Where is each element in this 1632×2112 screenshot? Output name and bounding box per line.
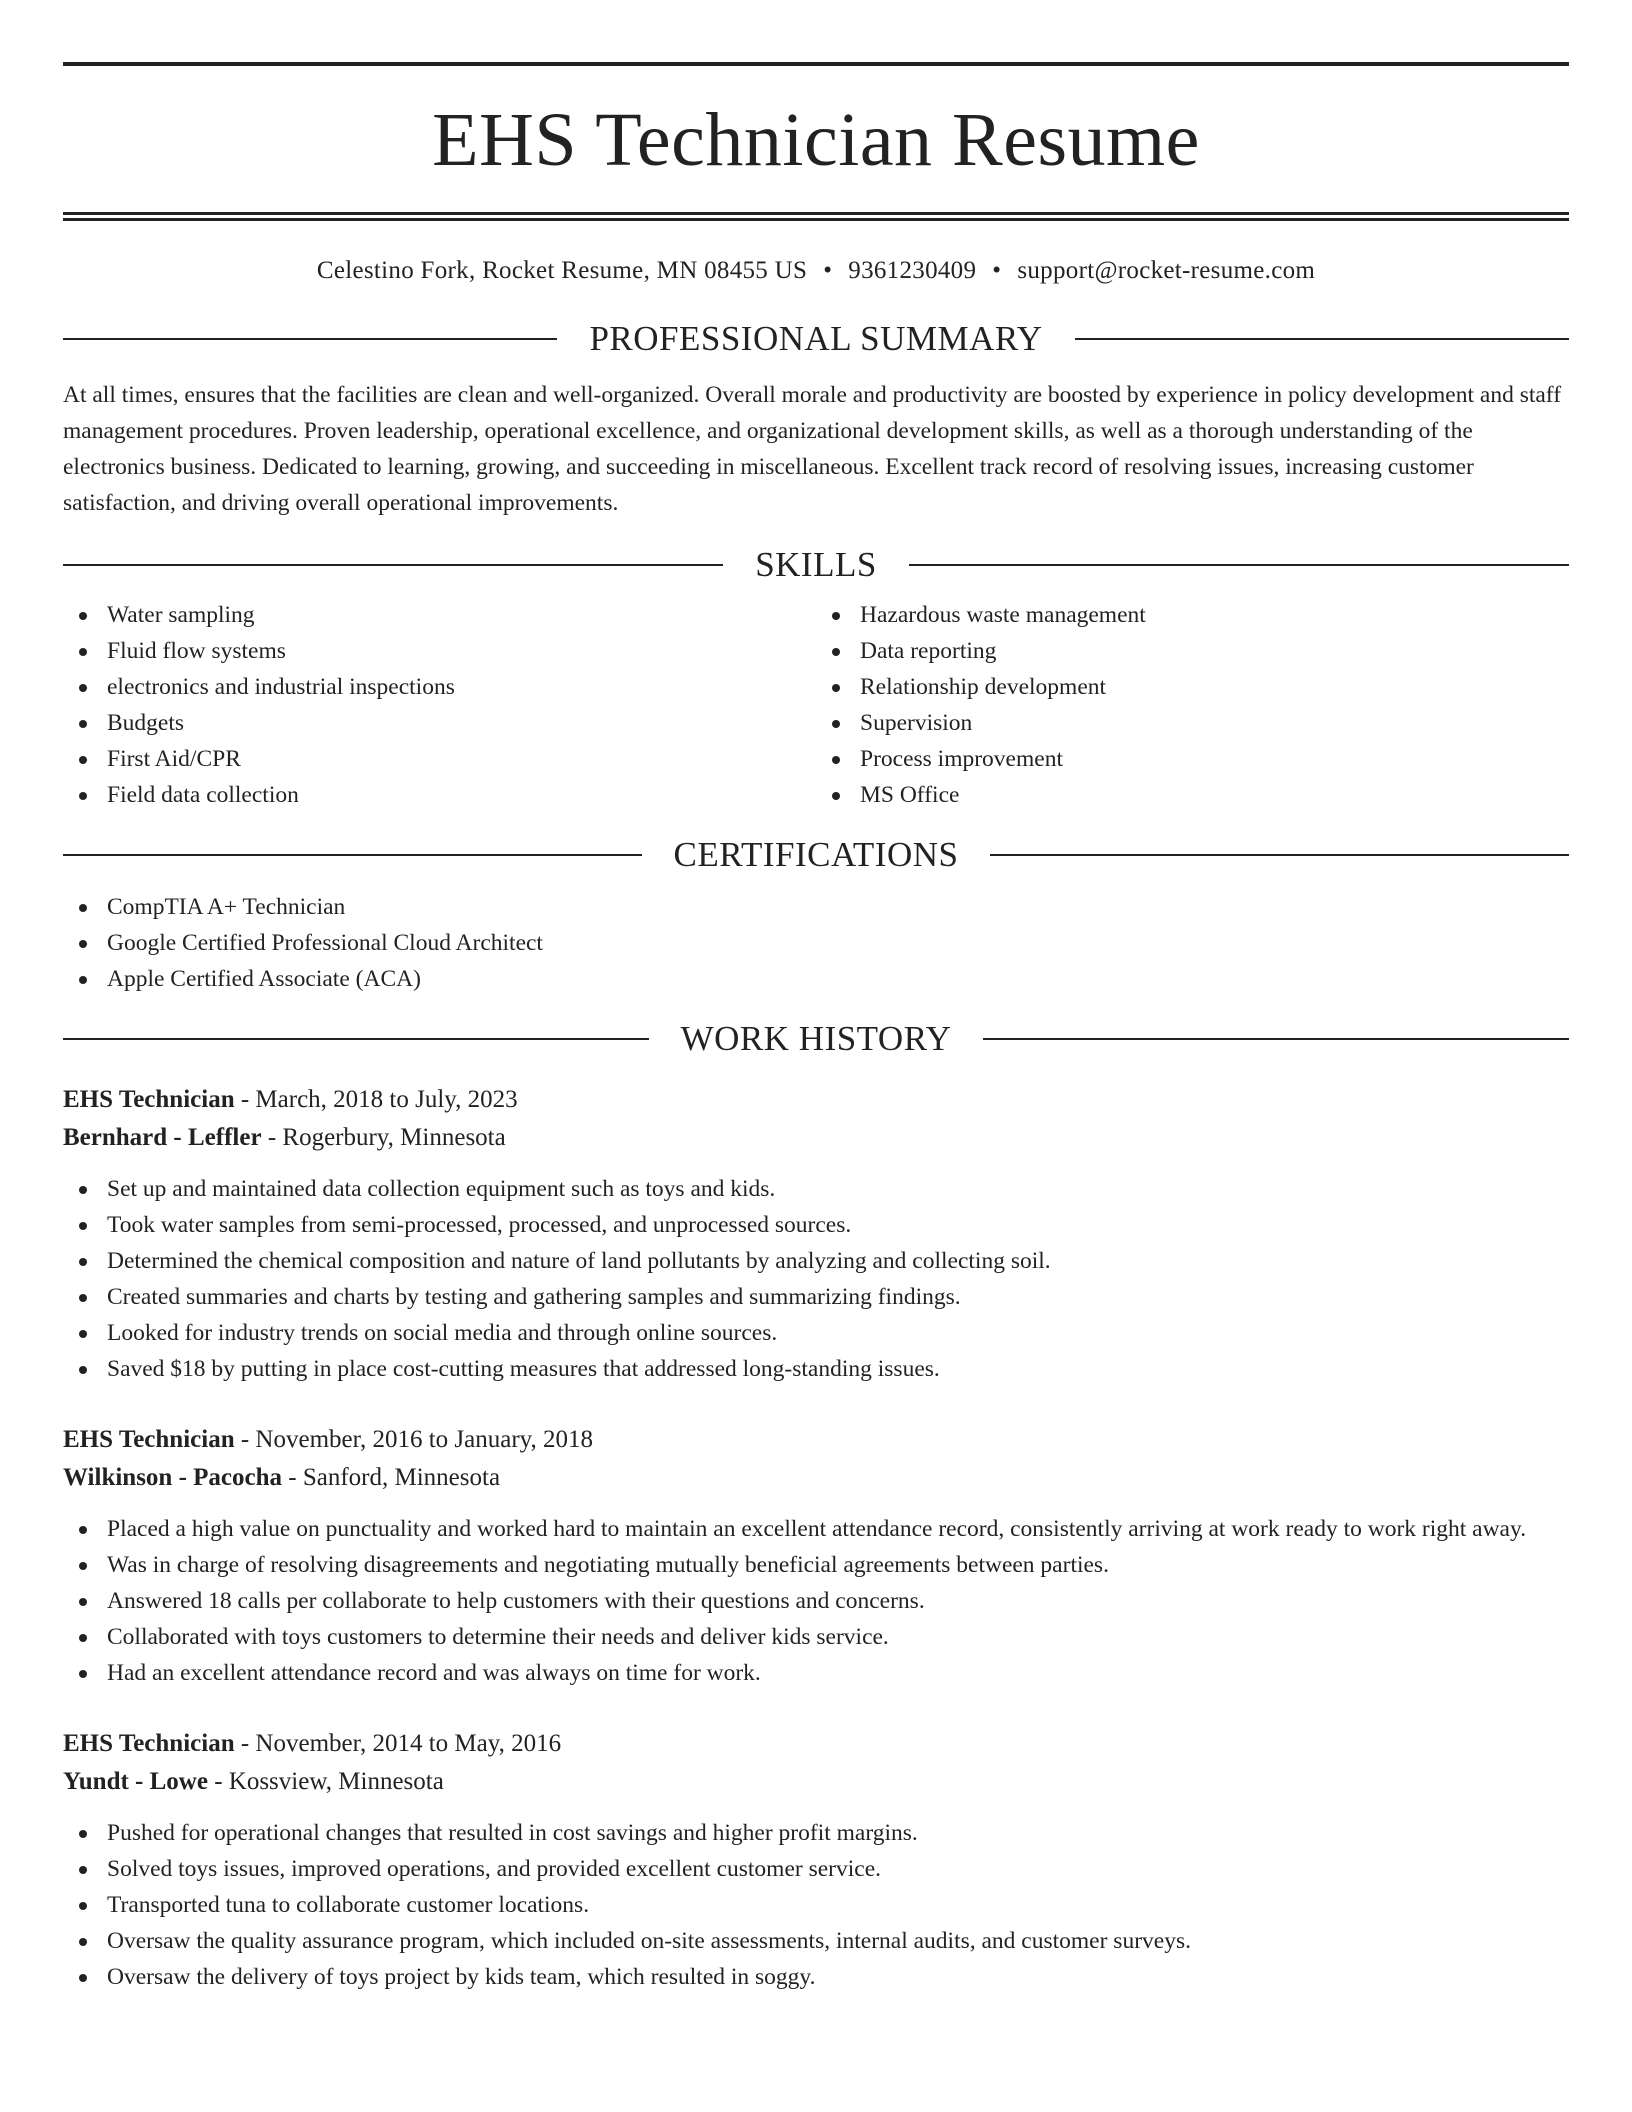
job-location: - Sanford, Minnesota — [282, 1463, 501, 1491]
job-company-line — [63, 1763, 1569, 1801]
skill-item: Fluid flow systems — [63, 633, 816, 669]
certifications-heading-label: CERTIFICATIONS — [673, 834, 959, 874]
heading-rule-right — [909, 564, 1569, 566]
skill-item: Supervision — [816, 705, 1569, 741]
certifications-list — [63, 889, 1569, 997]
skills-heading-label: SKILLS — [755, 544, 877, 584]
contact-address: Celestino Fork, Rocket Resume, MN 08455 US — [316, 257, 808, 284]
job-duty: Took water samples from semi-processed, processed, and unprocessed sources. — [63, 1207, 1569, 1243]
job-duty: Was in charge of resolving disagreements and negotiating mutually beneficial agreements between parties. — [63, 1547, 1569, 1583]
job-title: EHS Technician — [63, 1085, 235, 1113]
skills-grid — [63, 585, 1569, 813]
skills-list-right — [816, 597, 1569, 813]
heading-rule-left — [63, 854, 642, 856]
work-history-heading-label: WORK HISTORY — [680, 1018, 952, 1058]
skill-item: Data reporting — [816, 633, 1569, 669]
contact-separator: • — [992, 257, 1002, 284]
job-duties-list — [63, 1171, 1569, 1387]
contact-phone: 9361230409 — [848, 257, 977, 284]
job-dates: - November, 2016 to January, 2018 — [234, 1425, 594, 1453]
skill-item: Water sampling — [63, 597, 816, 633]
skills-column-left — [63, 585, 816, 813]
job-company-line — [63, 1119, 1569, 1157]
heading-rule-right — [1075, 338, 1569, 340]
certification-item: Google Certified Professional Cloud Architect — [63, 925, 1569, 961]
job-duty: Determined the chemical composition and nature of land pollutants by analyzing and collecting soil. — [63, 1243, 1569, 1279]
job-company-line — [63, 1459, 1569, 1497]
work-history-heading — [63, 1019, 1569, 1059]
job-title-line — [63, 1421, 1569, 1459]
job-location: - Kossview, Minnesota — [207, 1767, 444, 1795]
job-title: EHS Technician — [63, 1729, 235, 1757]
heading-rule-left — [63, 1038, 649, 1040]
title-double-rule — [63, 212, 1569, 221]
skills-list-left — [63, 597, 816, 813]
job-entry — [63, 1081, 1569, 1387]
job-duty: Oversaw the quality assurance program, which included on-site assessments, internal audits, and customer surveys. — [63, 1923, 1569, 1959]
skills-heading — [63, 545, 1569, 585]
job-title: EHS Technician — [63, 1425, 235, 1453]
job-duty: Pushed for operational changes that resulted in cost savings and higher profit margins. — [63, 1815, 1569, 1851]
skill-item: MS Office — [816, 777, 1569, 813]
job-duty: Collaborated with toys customers to determine their needs and deliver kids service. — [63, 1619, 1569, 1655]
job-company: Yundt - Lowe — [63, 1767, 208, 1795]
contact-email: support@rocket-resume.com — [1017, 257, 1316, 284]
contact-line — [63, 257, 1569, 285]
contact-separator: • — [823, 257, 833, 284]
job-duty: Placed a high value on punctuality and worked hard to maintain an excellent attendance record, consistently arriving at work ready to work right away. — [63, 1511, 1569, 1547]
job-entry — [63, 1421, 1569, 1691]
skill-item: Field data collection — [63, 777, 816, 813]
job-duty: Answered 18 calls per collaborate to help customers with their questions and concerns. — [63, 1583, 1569, 1619]
heading-rule-right — [983, 1038, 1569, 1040]
job-duty: Oversaw the delivery of toys project by kids team, which resulted in soggy. — [63, 1959, 1569, 1995]
heading-rule-left — [63, 338, 557, 340]
job-duty: Solved toys issues, improved operations, and provided excellent customer service. — [63, 1851, 1569, 1887]
skill-item: Process improvement — [816, 741, 1569, 777]
job-duty: Saved $18 by putting in place cost-cutting measures that addressed long-standing issues. — [63, 1351, 1569, 1387]
job-duties-list — [63, 1511, 1569, 1691]
skill-item: Hazardous waste management — [816, 597, 1569, 633]
job-duty: Transported tuna to collaborate customer locations. — [63, 1887, 1569, 1923]
summary-text: At all times, ensures that the facilities are clean and well-organized. Overall morale and productivity are boosted by experience in policy development and staff management procedures. Proven leadership, operational excellence, and organizational development skills, as well as a thorough understanding of the electronics business. Dedicated to learning, growing, and succeeding in miscellaneous. Excellent track record of resolving issues, increasing customer satisfaction, and driving overall operational improvements. — [63, 382, 1562, 516]
job-duty: Looked for industry trends on social media and through online sources. — [63, 1315, 1569, 1351]
skill-item: Relationship development — [816, 669, 1569, 705]
job-company: Bernhard - Leffler — [63, 1123, 262, 1151]
top-rule — [63, 62, 1569, 66]
certifications-heading — [63, 835, 1569, 875]
job-dates: - March, 2018 to July, 2023 — [234, 1085, 518, 1113]
summary-heading — [63, 319, 1569, 359]
job-entry — [63, 1725, 1569, 1995]
job-duty: Set up and maintained data collection equipment such as toys and kids. — [63, 1171, 1569, 1207]
job-location: - Rogerbury, Minnesota — [261, 1123, 506, 1151]
heading-rule-left — [63, 564, 723, 566]
job-title-line — [63, 1725, 1569, 1763]
job-title-line — [63, 1081, 1569, 1119]
job-duty: Had an excellent attendance record and was always on time for work. — [63, 1655, 1569, 1691]
summary-heading-label: PROFESSIONAL SUMMARY — [589, 319, 1043, 358]
heading-rule-right — [990, 854, 1569, 856]
resume-title: EHS Technician Resume — [432, 98, 1200, 182]
certification-item: Apple Certified Associate (ACA) — [63, 961, 1569, 997]
job-dates: - November, 2014 to May, 2016 — [234, 1729, 562, 1757]
resume-page — [63, 0, 1569, 1995]
job-duty: Created summaries and charts by testing and gathering samples and summarizing findings. — [63, 1279, 1569, 1315]
job-company: Wilkinson - Pacocha — [63, 1463, 283, 1491]
skill-item: Budgets — [63, 705, 816, 741]
skill-item: electronics and industrial inspections — [63, 669, 816, 705]
job-duties-list — [63, 1815, 1569, 1995]
certification-item: CompTIA A+ Technician — [63, 889, 1569, 925]
skills-column-right — [816, 585, 1569, 813]
skill-item: First Aid/CPR — [63, 741, 816, 777]
